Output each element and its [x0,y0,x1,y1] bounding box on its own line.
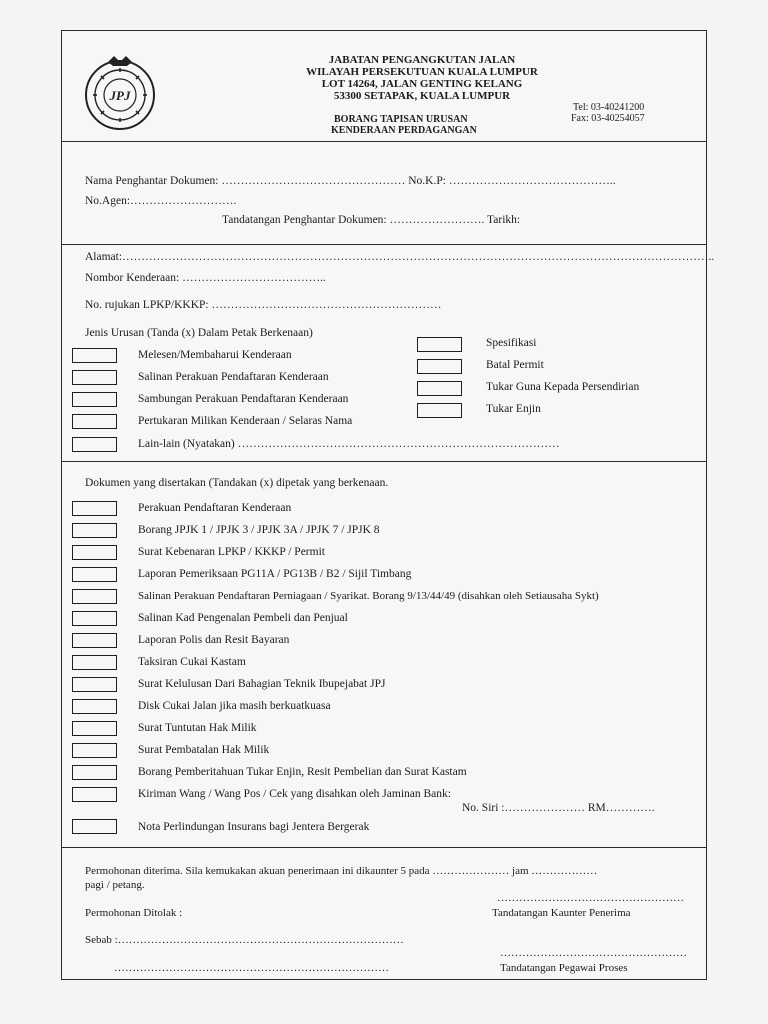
officer-signature-dots[interactable]: …………………………………………… [500,947,687,959]
officer-signature-label: Tandatangan Pegawai Proses [500,962,628,974]
document-label: Salinan Perakuan Pendaftaran Perniagaan / Syarikat. Borang 9/13/44/49 (disahkan oleh Setiausaha Sykt) [138,590,599,602]
checkbox-doc[interactable] [72,819,117,834]
document-label: Laporan Polis dan Resit Bayaran [138,634,290,646]
documents-heading: Dokumen yang disertakan (Tandakan (x) dipetak yang berkenaan. [85,477,389,489]
option-label: Tukar Enjin [486,403,541,415]
checkbox-doc[interactable] [72,721,117,736]
org-name: JABATAN PENGANGKUTAN JALAN [328,54,516,66]
tel-number: Tel: 03-40241200 [573,102,645,113]
checkbox-doc[interactable] [72,677,117,692]
option-label: Batal Permit [486,359,544,371]
fax-number: Fax: 03-40254057 [571,113,645,124]
reason-line-2[interactable]: ………………………………………………………………… [114,962,389,974]
org-region: WILAYAH PERSEKUTUAN KUALA LUMPUR [306,66,538,78]
checkbox-doc[interactable] [72,699,117,714]
option-label: Salinan Perakuan Pendaftaran Kenderaan [138,371,329,383]
document-label: Disk Cukai Jalan jika masih berkuatkuasa [138,700,331,712]
document-label: Kiriman Wang / Wang Pos / Cek yang disahkan oleh Jaminan Bank: [138,788,451,800]
transaction-type-heading: Jenis Urusan (Tanda (x) Dalam Petak Berkenaan) [85,327,313,339]
option-label: Pertukaran Milikan Kenderaan / Selaras Nama [138,415,353,427]
document-label: Borang Pemberitahuan Tukar Enjin, Resit Pembelian dan Surat Kastam [138,766,467,778]
option-label: Spesifikasi [486,337,537,349]
org-address-line2: 53300 SETAPAK, KUALA LUMPUR [333,90,511,102]
checkbox-sambungan-perakuan[interactable] [72,392,117,407]
option-label: Tukar Guna Kepada Persendirian [486,381,640,393]
checkbox-batal-permit[interactable] [417,359,462,374]
divider [62,244,706,245]
document-label: Perakuan Pendaftaran Kenderaan [138,502,292,514]
divider [62,847,706,848]
counter-signature-label: Tandatangan Kaunter Penerima [492,907,631,919]
option-label: Melesen/Membaharui Kenderaan [138,349,292,361]
vehicle-number-line[interactable]: Nombor Kenderaan: ……………………………….. [85,272,326,284]
checkbox-doc[interactable] [72,611,117,626]
checkbox-salinan-perakuan[interactable] [72,370,117,385]
checkbox-doc[interactable] [72,655,117,670]
checkbox-tukar-enjin[interactable] [417,403,462,418]
address-line[interactable]: Alamat:……………………………………………………………………………………………………………………………………….. [85,251,715,263]
form-title-line2: KENDERAAN PERDAGANGAN [331,125,477,136]
rejected-label: Permohonan Ditolak : [85,907,183,919]
option-label: Sambungan Perakuan Pendaftaran Kenderaan [138,393,349,405]
checkbox-doc[interactable] [72,787,117,802]
jpj-seal-logo [81,54,159,132]
checkbox-doc[interactable] [72,567,117,582]
checkbox-tukar-guna[interactable] [417,381,462,396]
checkbox-doc[interactable] [72,501,117,516]
checkbox-lain-lain[interactable] [72,437,117,452]
document-label: Salinan Kad Pengenalan Pembeli dan Penjual [138,612,348,624]
agent-number-line[interactable]: No.Agen:………………………. [85,195,237,207]
checkbox-doc[interactable] [72,743,117,758]
divider [62,461,706,462]
document-label: Laporan Pemeriksaan PG11A / PG13B / B2 / Sijil Timbang [138,568,412,580]
svg-text:JPJ: JPJ [109,88,131,103]
counter-signature-dots[interactable]: …………………………………………… [497,892,684,904]
document-label: Surat Kebenaran LPKP / KKKP / Permit [138,546,325,558]
sender-name-nokp-line[interactable]: Nama Penghantar Dokumen: ………………………………………… No.K.P: …………………………………….. [85,175,616,187]
document-label: Taksiran Cukai Kastam [138,656,246,668]
checkbox-melesen[interactable] [72,348,117,363]
checkbox-doc[interactable] [72,523,117,538]
checkbox-doc[interactable] [72,545,117,560]
form-sheet [61,30,715,980]
sender-signature-date-line[interactable]: Tandatangan Penghantar Dokumen: ……………………. Tarikh: [222,214,521,226]
document-label: Surat Pembatalan Hak Milik [138,744,270,756]
form-title-line1: BORANG TAPISAN URUSAN [334,114,468,125]
checkbox-doc[interactable] [72,589,117,604]
checkbox-pertukaran-milikan[interactable] [72,414,117,429]
checkbox-doc[interactable] [72,765,117,780]
reason-line[interactable]: Sebab :…………………………………………………………………… [85,934,404,946]
lpkp-reference-line[interactable]: No. rujukan LPKP/KKKP: …………………………………………………… [85,299,442,311]
divider [62,141,706,142]
received-line-2: pagi / petang. [85,879,145,891]
document-label: Borang JPJK 1 / JPJK 3 / JPJK 3A / JPJK 7 / JPJK 8 [138,524,380,536]
document-label: Nota Perlindungan Insurans bagi Jentera Bergerak [138,821,370,833]
checkbox-doc[interactable] [72,633,117,648]
document-label: Surat Kelulusan Dari Bahagian Teknik Ibupejabat JPJ [138,678,386,690]
org-address-line1: LOT 14264, JALAN GENTING KELANG [321,78,523,90]
checkbox-spesifikasi[interactable] [417,337,462,352]
serial-rm-line[interactable]: No. Siri :………………… RM…………. [462,802,655,814]
document-label: Surat Tuntutan Hak Milik [138,722,257,734]
option-label-other[interactable]: Lain-lain (Nyatakan) ………………………………………………………………………… [138,438,560,450]
received-line[interactable]: Permohonan diterima. Sila kemukakan akuan penerimaan ini dikaunter 5 pada ………………… jam ……………… [85,865,598,877]
